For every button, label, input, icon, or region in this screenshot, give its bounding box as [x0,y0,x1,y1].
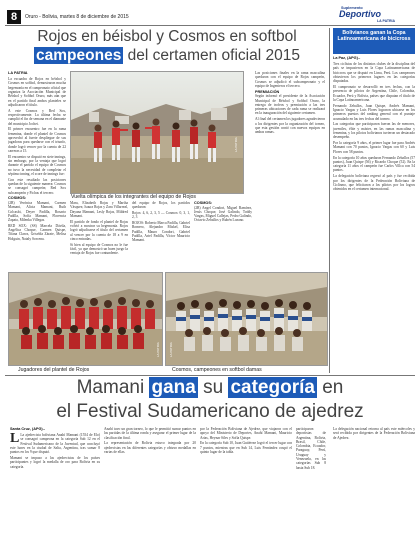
story1-paragraph: Con este resultado las posiciones quedan de la siguiente manera: Cosmos se consagró campeón; Red Sox subcampeón y Fichas el tercero. [8,177,66,195]
story2-column-2 [104,427,196,543]
story1-subhead-cosmos: COSMOS: [8,196,27,201]
story1-headline-highlight: campeones [36,47,122,64]
sidebar-title: Bolivianos ganan la Copa Latinoamericana de bicicross [337,30,411,43]
logo-small-text: Suplemento [341,6,363,10]
story1-paragraph: del equipo de Rojos, los partidos quedaron: [132,201,190,210]
story2-headline-line2: el Festival Sudamericano de ajedrez [56,401,364,422]
story1-paragraph: Las posiciones finales en la rama masculina quedaron con el equipo de Rojos campeón, Cosmos se adjudicó el subcampeonato y el equipo de Ingenieros el tercero. [255,71,325,88]
story2-headline-word: su [203,377,224,398]
story1-subhead-premiacion: PREMIACIÓN [255,89,280,94]
story1-paragraph: ROJOS: Roberto Marca Padilla, Gabriel Romero, Alejandro Miskel, Elisa Padilla, Mauro Condori, Gabriel Padilla, Ariel Padilla, Víctor Mauricio Mamani. [132,221,190,243]
sidebar-source: La Paz, (APG).- [333,56,361,60]
story1-paragraph: (2B) Angel Condori, Miguel Ramírez, Jesús Choque, José Galindo, Toddy Vargas, Miguel Callejas, Pedro Galindo, Octavio Zeballos y Rubén Lozano. [194,205,252,223]
date-line: Oruro - Bolivia, martes 8 de diciembre de 2015 [25,14,129,20]
story2-paragraph: participaron deportistas de Argentina, Bolivia, Brasil, Chile, Colombia, Ecuador, Paraguay, Perú, Uruguay y Venezuela, en las categorías Sub 8 hasta Sub 18. [296,427,326,470]
story2-paragraph: En la categoría Sub 10, Juan Gutiérrez logró el tercer lugar con 7 puntos, mientras que en Sub 14, Luis Fernández ocupó el quinto lugar de la tabla. [200,441,292,454]
story2-column-5 [333,427,415,543]
photo-cosmos-softball [165,272,328,366]
story1-paragraph: A este Cosmos y Red Sox, respectivamente. La última fecha se cumplió el fin de semana en el diamante del municipio Jochei. [8,108,66,126]
story1-headline-top: Rojos en béisbol y Cosmos en softbol [37,28,297,45]
sidebar-paragraph: Tres ciclistas de los distintos clubes de la disciplina del país se impusieron en la Copa Latinoamericana de bicicross que se disputó en Lima, Perú. Los campeones obtuvieron los primeros lugares en las categorías disputadas. [333,62,415,84]
story1-source: LA PATRIA [8,71,28,75]
story1-headline-rest: del certamen oficial 2015 [127,47,300,64]
sidebar-paragraph: En la categoría 10 años quedaron Fernando Zeballos (57 puntos), Juan Quispe (56) y Ricardo Choque (52). En la categoría 11 años el campeón fue Carlos Villca con 54 puntos. [333,155,415,173]
sidebar-title-box [333,28,415,54]
logo-sub-text: LA PATRIA [377,19,396,23]
story2-top-rule [5,375,415,376]
photo-cosmos-softball-image [166,273,327,365]
photo-rojos-team-image [9,273,162,365]
story2-lead-text: La ajedrecista boliviana Anahí Mamani (1554 de Elo) se consagró campeona en la categoría Sub 12 en el Festival Sudamericano de la Juventud, que concluyó este lunes en la ciudad de Salta, Argentina, tras sumar 8 puntos en los 9 que disputó. [10,433,100,455]
photo-rojos-victory-lap [70,71,244,194]
story2-headline-highlight: categoría [230,377,315,398]
logo-main-text: Deportivo [339,9,382,19]
story1-paragraph: Rojos: 4, 6, 2, 3, 5 — Cosmos: 0, 3, 1, 2, 3 [132,211,190,220]
story2-headline-highlight: gana [151,377,196,398]
story2-headline-word: en [322,377,344,398]
story1-paragraph: Mara, Elizabeth Rojas y Martha Vásquez; Isaura Rojas y Zara Villarreal, Dayana Mamani, Lesly Rojas, Mildred Mamani. [70,201,128,218]
photo2-credit: LA PATRIA [156,342,160,357]
photo1-credit: LA PATRIA [234,137,238,152]
sidebar-paragraph: Por la categoría 9 años, el primer lugar fue para Andrés Mamani con 70 puntos, Ignacio Vargas con 60 y Luis Flores con 58 puntos. [333,141,415,154]
story2-source: Santa Cruz, (APG).- [10,427,46,431]
story1-paragraph: Al final del certamen los jugadores agradecieron a los dirigentes por la organización del torneo, que esta gestión contó con nuevos equipos en ambas ramas. [255,117,325,135]
story2-paragraph: por la Federación Boliviana de Ajedrez, que viajaron con el apoyo del Ministerio de Deportes, Anahí Mamani, Mauricio Arias, Heynar Siles y Sofía Quispe. [200,427,292,440]
story2-paragraph: La representación de Bolivia estuvo integrada por 20 ajedrecistas en las diferentes categorías y obtuvo medallas en varias de ellas. [104,441,196,454]
story2-headline-word: Mamani [76,377,145,398]
sidebar-paragraph: El campeonato se desarrolló en tres fechas, con la presencia de pilotos de Argentina, Chile, Colombia, Ecuador, Perú y Bolivia, países que disputan el título de la Copa Latinoamericana. [333,85,415,102]
sidebar-paragraph: Fernando Zeballos, Juan Quispe, Andrés Mamani, Ignacio Vargas y Luis Flores lograron ubicarse en los primeros puestos del ranking general con el puntaje acumulado en las tres fechas del torneo. [333,103,415,121]
story2-paragraph: La delegación nacional retorna al país este miércoles y será recibida por dirigentes de la Federación Boliviana de Ajedrez. [333,427,415,440]
photo3-caption: Cosmos, campeones en softbol damas [172,367,262,373]
story1-paragraph: El primer encuentro fue en la rama femenina, donde el plantel de Cosmos aprovechó al fuerte despliegue de sus jugadoras para quedarse con el triunfo, donde logró vencer por la cuenta de 22 carreras a 15. [8,127,66,153]
story2-column-4 [296,427,326,543]
story1-subhead-cosmos2: COSMOS: [194,201,213,205]
photo-rojos-victory-lap-image [71,72,243,193]
story1-paragraph: El partido de fondo el plantel de Rojas volvió a mostrar su hegemonía. Rojos logró adjudicarse el título del certamen al vencer por la cuenta de 18 a 9 en cinco entradas. [70,219,128,241]
story1-column-3 [132,201,190,271]
sidebar-paragraph: Las categorías que participaron fueron las de menores, juveniles, élite y máster, en las ramas masculina y femenina, y los pilotos bolivianos tuvieron un destacado desempeño. [333,122,415,140]
story1-paragraph: Según informó el presidente de la Asociación Municipal de Béisbol y Softbol Oruro, la entrega de trofeos y premiación a las tres primeras ubicaciones de cada rama se realizará en la inauguración del siguiente certamen. [255,94,325,116]
story2-drop-cap: L [10,431,20,447]
story1-headline-bottom [12,47,322,65]
supplement-logo [335,6,415,26]
photo1-caption: Vuelta olímpica de los integrantes del equipo de Rojos [71,194,196,200]
story1-paragraph: (2B) Verónica Mamani, Carmen Mamani, Alicia Mamani, Ruth Colcasbi, Deyer Padilla, Rosario Padilla, Sofía Mamani, Florencia Zapata, Milenka Villegas. [8,200,66,223]
story1-column-2 [70,201,128,271]
story1-paragraph: El encuentro se disputó en siete innings, sin embargo, por la ventaja que logró durante el partido el equipo de Cosmos no tuvo la necesidad de completar el séptimo inning, el score de innings fue: [8,154,66,176]
story2-paragraph: Anahí tuvo un gran torneo, lo que le permitió sumar puntos en las partidas de la última ronda y asegurar el primer lugar de la clasificación final. [104,427,196,440]
story2-paragraph [10,433,100,454]
story1-paragraph: La escuadra de Rojos en béisbol y Cosmos en softbol, demostraron mucha hegemonía en el campeonato oficial que organiza la Asociación Municipal de Béisbol y Softbol Oruro, más aún que en el partido final ambos planteles se adjudicaron el título. [8,77,66,107]
photo2-caption: Jugadores del plantel de Rojos [18,367,90,373]
sidebar-paragraph: La delegación boliviana regresó al país y fue recibida por los dirigentes de la Federación Boliviana de Ciclismo, que felicitaron a los pilotos por los logros obtenidos en el certamen internacional. [333,174,415,192]
story1-column-5 [255,71,325,271]
header-rule [5,25,415,26]
story1-column-4 [194,201,252,271]
story2-column-3 [200,427,292,543]
page-header [0,0,420,26]
photo-rojos-team [8,272,163,366]
story2-column-1 [10,427,100,543]
story1-paragraph: RED SOX: (SS) Marcela Dávila, Angélica Choque, Carmen Quispe, Tifana Claros, Griselda Zárate, Melisa Holguin, Nataly Sorcena. [8,223,66,241]
page-number: 8 [7,10,21,24]
photo3-credit: LA PATRIA [169,342,173,357]
story1-paragraph: Si bien al equipo de Cosmos no le fue fácil, ya que demostró un buen juego la ventaja de Rojos fue contundente. [70,242,128,256]
sidebar-body [333,56,415,374]
story2-headline-line1 [35,377,385,399]
sidebar-divider [329,28,330,373]
story1-column-1 [8,71,66,271]
story2-paragraph: Mamani se impuso a las ajedrecistas de los países participantes y logró la medalla de oro para Bolivia en su categoría. [10,456,100,469]
